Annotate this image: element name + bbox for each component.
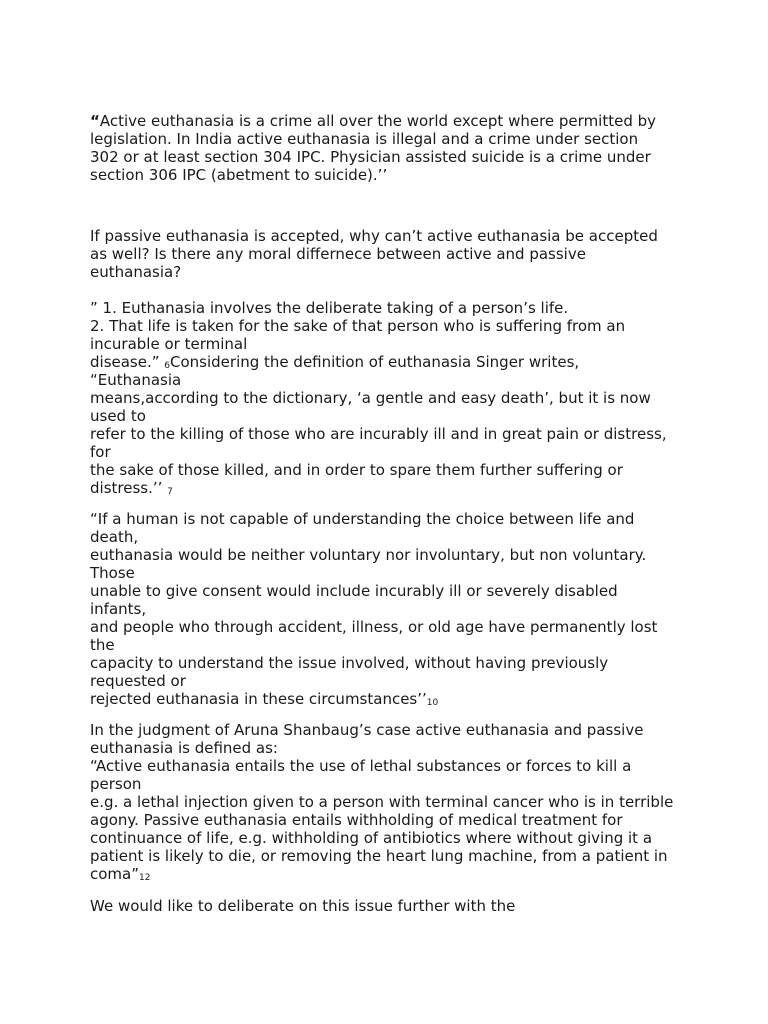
- non-voluntary-paragraph-line: [90, 672, 186, 690]
- line-text: Those: [90, 564, 135, 582]
- line-text: death,: [90, 528, 139, 546]
- definition-paragraph-line: [90, 317, 625, 335]
- line-text: section 306 IPC (abetment to suicide).’’: [90, 166, 388, 184]
- line-text-continued: Considering the definition of euthanasia Singer writes,: [170, 353, 580, 371]
- definition-paragraph-line: [90, 335, 247, 353]
- question-paragraph-line: [90, 227, 658, 245]
- definition-paragraph-line: [90, 407, 146, 425]
- non-voluntary-paragraph-line: [90, 564, 135, 582]
- line-text: euthanasia?: [90, 263, 182, 281]
- non-voluntary-paragraph-line: [90, 510, 634, 528]
- line-text: patient is likely to die, or removing the heart lung machine, from a patient in: [90, 847, 668, 865]
- aruna-shanbaug-paragraph-line: [90, 811, 623, 829]
- aruna-shanbaug-paragraph-line: [90, 847, 668, 865]
- line-text: refer to the killing of those who are incurably ill and in great pain or distress,: [90, 425, 667, 443]
- definition-paragraph-line: [90, 479, 173, 500]
- line-text: for: [90, 443, 111, 461]
- line-text: as well? Is there any moral differnece between active and passive: [90, 245, 586, 263]
- line-text: agony. Passive euthanasia entails withholding of medical treatment for: [90, 811, 623, 829]
- definition-paragraph-line: [90, 461, 623, 479]
- aruna-shanbaug-paragraph-line: [90, 721, 643, 739]
- line-text: 302 or at least section 304 IPC. Physician assisted suicide is a crime under: [90, 148, 651, 166]
- line-text: euthanasia is defined as:: [90, 739, 278, 757]
- question-paragraph-line: [90, 263, 181, 281]
- closing-paragraph-line: [90, 897, 515, 915]
- line-text: used to: [90, 407, 146, 425]
- line-text: the sake of those killed, and in order to spare them further suffering or: [90, 461, 623, 479]
- footnote-reference: 10: [426, 698, 439, 708]
- non-voluntary-paragraph-line: [90, 546, 646, 564]
- line-text: In the judgment of Aruna Shanbaug’s case active euthanasia and passive: [90, 721, 644, 739]
- line-text: infants,: [90, 600, 147, 618]
- opening-quote-mark: “: [90, 112, 100, 130]
- footnote-reference: 7: [167, 487, 173, 497]
- line-text: continuance of life, e.g. withholding of antibiotics where without giving it a: [90, 829, 653, 847]
- line-text: incurable or terminal: [90, 335, 248, 353]
- line-text: “Euthanasia: [90, 371, 182, 389]
- line-text: rejected euthanasia in these circumstances’’: [90, 690, 427, 708]
- line-text: legislation. In India active euthanasia is illegal and a crime under section: [90, 130, 639, 148]
- line-text: coma”: [90, 865, 139, 883]
- definition-paragraph-line: [90, 389, 651, 407]
- non-voluntary-paragraph-line: [90, 618, 657, 636]
- footnote-reference: 6: [164, 361, 171, 371]
- line-text: ” 1. Euthanasia involves the deliberate taking of a person’s life.: [90, 299, 569, 317]
- line-text: e.g. a lethal injection given to a person with terminal cancer who is in terrible: [90, 793, 674, 811]
- question-paragraph-line: [90, 245, 586, 263]
- line-text: disease.”: [90, 353, 165, 371]
- line-text: Active euthanasia is a crime all over the world except where permitted by: [99, 112, 657, 130]
- definition-paragraph-line: [90, 443, 111, 461]
- aruna-shanbaug-paragraph-line: [90, 829, 652, 847]
- line-text: means,according to the dictionary, ‘a gentle and easy death’, but it is now: [90, 389, 651, 407]
- definition-paragraph-line: [90, 371, 181, 389]
- aruna-shanbaug-paragraph-line: [90, 775, 141, 793]
- quote-active-euthanasia-crime-line: [90, 130, 638, 148]
- quote-active-euthanasia-crime-line: [90, 112, 656, 130]
- non-voluntary-paragraph-line: [90, 600, 146, 618]
- non-voluntary-paragraph-line: [90, 636, 115, 654]
- line-text: requested or: [90, 672, 186, 690]
- line-text: “If a human is not capable of understanding the choice between life and: [90, 510, 635, 528]
- line-text: If passive euthanasia is accepted, why can’t active euthanasia be accepted: [90, 227, 658, 245]
- line-text: distress.’’: [90, 479, 168, 497]
- line-text: person: [90, 775, 142, 793]
- line-text: We would like to deliberate on this issue further with the: [90, 897, 516, 915]
- footnote-reference: 12: [139, 873, 151, 883]
- line-text: 2. That life is taken for the sake of that person who is suffering from an: [90, 317, 626, 335]
- quote-active-euthanasia-crime-line: [90, 148, 651, 166]
- aruna-shanbaug-paragraph-line: [90, 865, 150, 886]
- definition-paragraph-line: [90, 299, 568, 317]
- quote-active-euthanasia-crime-line: [90, 166, 387, 184]
- aruna-shanbaug-paragraph-line: [90, 793, 673, 811]
- non-voluntary-paragraph-line: [90, 528, 138, 546]
- line-text: unable to give consent would include incurably ill or severely disabled: [90, 582, 618, 600]
- line-text: capacity to understand the issue involved, without having previously: [90, 654, 609, 672]
- non-voluntary-paragraph-line: [90, 582, 618, 600]
- line-text: euthanasia would be neither voluntary nor involuntary, but non voluntary.: [90, 546, 647, 564]
- aruna-shanbaug-paragraph-line: [90, 739, 278, 757]
- line-text: “Active euthanasia entails the use of lethal substances or forces to kill a: [90, 757, 632, 775]
- line-text: and people who through accident, illness, or old age have permanently lost: [90, 618, 658, 636]
- non-voluntary-paragraph-line: [90, 654, 608, 672]
- line-text: the: [90, 636, 115, 654]
- non-voluntary-paragraph-line: [90, 690, 438, 711]
- definition-paragraph-line: [90, 425, 667, 443]
- aruna-shanbaug-paragraph-line: [90, 757, 631, 775]
